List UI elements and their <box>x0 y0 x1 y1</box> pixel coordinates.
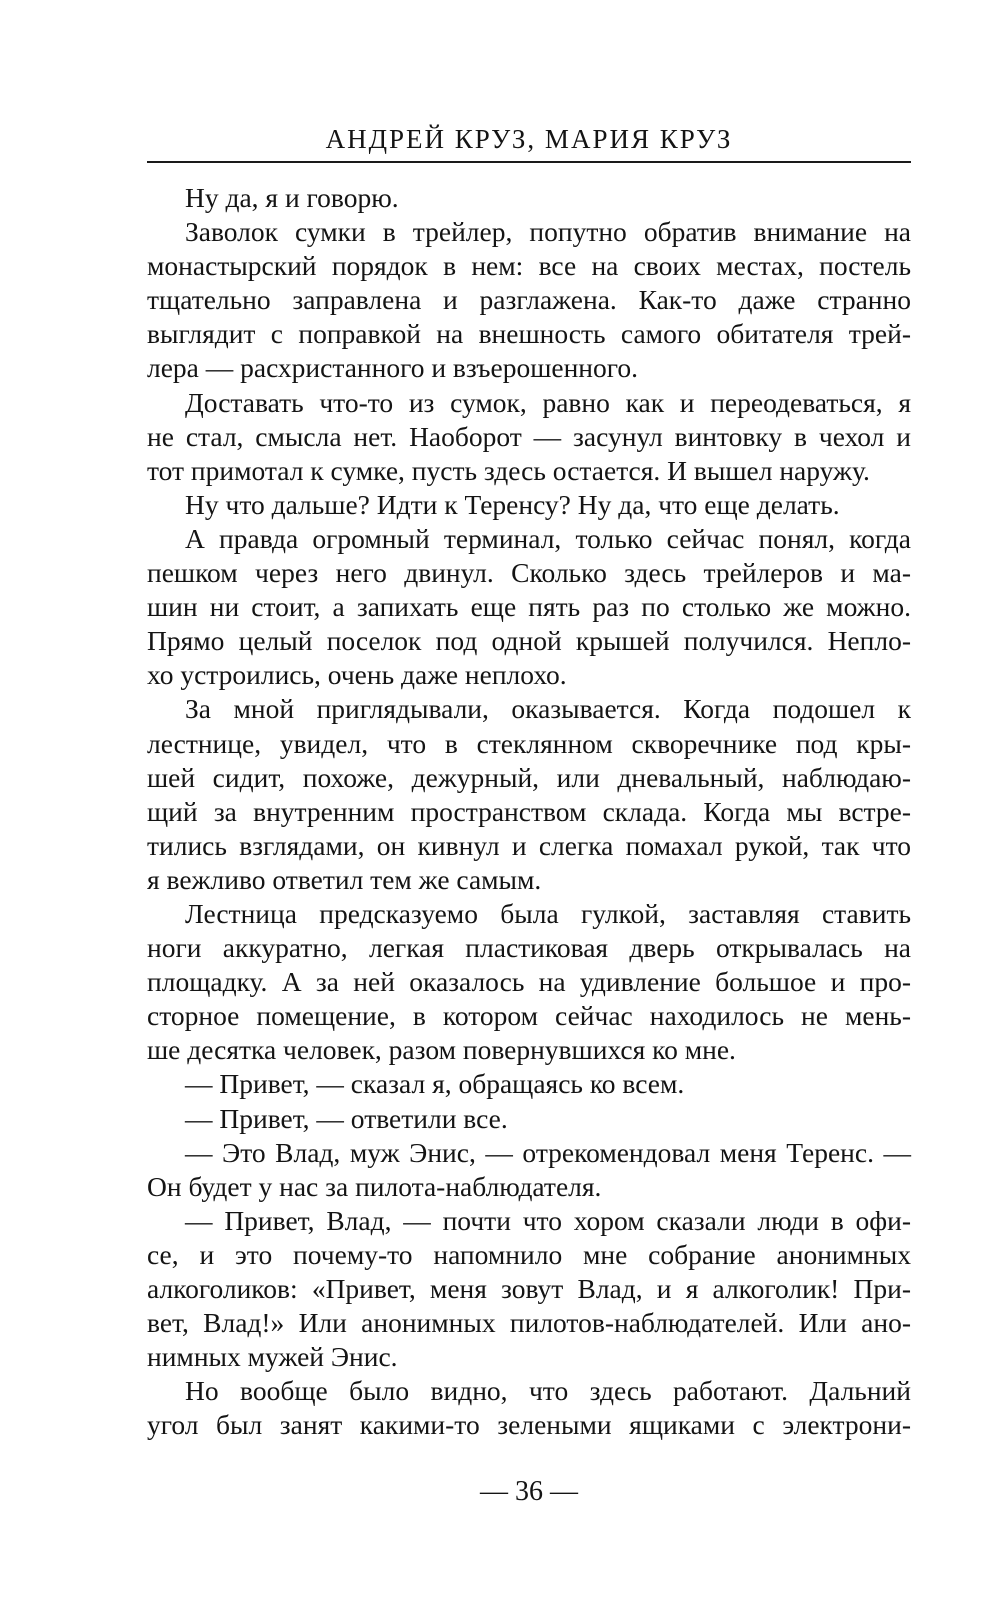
paragraph <box>147 386 911 488</box>
text-line: алкоголиков: «Привет, меня зовут Влад, и я алкоголик! При- <box>147 1273 911 1304</box>
text-line: — Привет, — сказал я, обращаясь ко всем. <box>185 1068 685 1100</box>
text-line: выглядит с поправкой на внешность самого обитателя трей- <box>147 318 911 350</box>
running-header: АНДРЕЙ КРУЗ, МАРИЯ КРУЗ <box>325 124 733 154</box>
text-line: не стал, смысла нет. Наоборот — засунул винтовку в чехол и <box>147 420 911 452</box>
text-line: нимных мужей Энис. <box>147 1341 398 1373</box>
text-line: тот примотал к сумке, пусть здесь остается. И вышел наружу. <box>147 454 870 486</box>
text-line: ше десятка человек, разом повернувшихся ко мне. <box>147 1034 736 1066</box>
text-line: Прямо целый поселок под одной крышей получился. Неплo- <box>147 625 911 657</box>
text-line: Но вообще было видно, что здесь работают. Дальний <box>185 1375 911 1407</box>
text-line: угол был занят какими-то зелеными ящиками с электрони- <box>147 1409 911 1441</box>
text-line: А правда огромный терминал, только сейчас понял, когда <box>185 522 911 554</box>
text-line: — Это Влад, муж Энис, — отрекомендовал меня Теренс. — <box>185 1136 911 1168</box>
page-number: — 36 — <box>480 1476 578 1507</box>
paragraph <box>147 692 911 897</box>
text-line: Ну да, я и говорю. <box>185 182 399 213</box>
text-line: тщательно заправлена и разглажена. Как-то даже странно <box>147 284 911 316</box>
text-line: Заволок сумки в трейлер, попутно обратив внимание на <box>185 216 911 248</box>
text-line: За мной приглядывали, оказывается. Когда подошел к <box>185 693 911 725</box>
paragraph <box>147 522 911 692</box>
paragraph <box>147 897 911 1067</box>
paragraph <box>147 1136 911 1204</box>
text-line: шин ни стоит, а запихать еще пять раз по столько же можно. <box>147 591 911 623</box>
text-line: вет, Влад!» Или анонимных пилотов-наблюдателей. Или ано- <box>147 1307 911 1339</box>
body-text <box>147 181 911 1442</box>
text-line: лера — расхристанного и взъерошенного. <box>147 352 638 384</box>
text-line: Лестница предсказуемо была гулкой, заставляя ставить <box>185 897 911 929</box>
text-line: — Привет, Влад, — почти что хором сказали люди в офи- <box>185 1204 911 1236</box>
text-line: хо устроились, очень даже неплохо. <box>147 659 567 691</box>
text-line: Ну что дальше? Идти к Теренсу? Ну да, что еще делать. <box>185 488 840 520</box>
paragraph <box>147 1204 911 1374</box>
paragraph <box>147 488 911 522</box>
text-line: я вежливо ответил тем же самым. <box>147 863 542 895</box>
text-line: Он будет у нас за пилота-наблюдателя. <box>147 1170 602 1202</box>
text-line: лестнице, увидел, что в стеклянном скворечнике под кры- <box>147 727 911 759</box>
text-line: шей сидит, похоже, дежурный, или дневальный, наблюдаю- <box>147 761 911 793</box>
text-line: тились взглядами, он кивнул и слегка помахал рукой, так что <box>147 829 911 861</box>
text-line: щий за внутренним пространством склада. Когда мы встре- <box>147 795 911 827</box>
paragraph <box>147 1102 911 1136</box>
text-line: се, и это почему-то напомнило мне собрание анонимных <box>147 1238 911 1270</box>
text-line: — Привет, — ответили все. <box>185 1102 508 1134</box>
text-line: монастырский порядок в нем: все на своих местах, постель <box>147 250 911 282</box>
paragraph <box>147 215 911 385</box>
text-line: пешком через него двинул. Сколько здесь трейлеров и ма- <box>147 557 911 589</box>
paragraph <box>147 1067 911 1101</box>
text-line: сторное помещение, в котором сейчас находилось не мень- <box>147 1000 911 1032</box>
text-line: площадку. А за ней оказалось на удивление большое и про- <box>147 966 911 998</box>
paragraph <box>147 181 911 215</box>
text-line: ноги аккуратно, легкая пластиковая дверь открывалась на <box>147 932 911 964</box>
header-rule <box>147 161 911 163</box>
paragraph <box>147 1374 911 1442</box>
text-line: Доставать что-то из сумок, равно как и переодеваться, я <box>185 386 911 418</box>
